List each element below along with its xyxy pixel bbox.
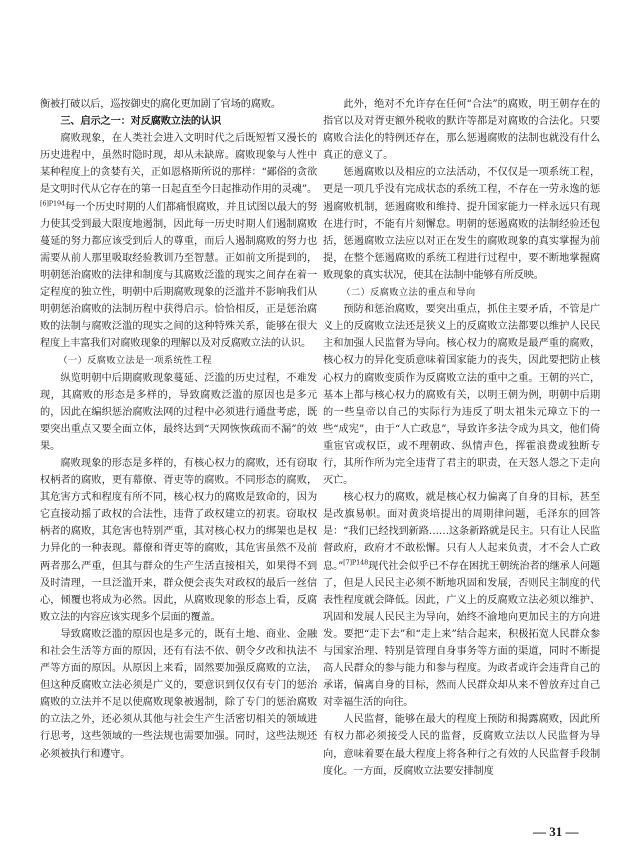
right-column (323, 96, 600, 780)
subsection-heading: （二）反腐败立法的重点和导向 (341, 287, 476, 299)
paragraph: 惩遏腐败以及相应的立法活动，不仅仅是一项系统工程，更是一项几乎没有完成状态的系统工程，不存在一劳永逸的惩遏腐败机制，惩遏腐败和维持、提升国家能力一样永远只有现在进行时，不能有片刻懈怠。明朝的惩遏腐败的法制经验还包括，惩遏腐败立法应以对正在发生的腐败现象的真实掌握为前提，在整个惩遏腐败的系统工程进行过程中，要不断地掌握腐败现象的真实状况，使其在法制中能够有所反映。 (323, 167, 600, 281)
left-column (40, 96, 317, 763)
citation-marker: [6]P194 (40, 199, 65, 208)
paragraph: 腐败现象的形态是多样的，有核心权力的腐败，还有窃取权柄者的腐败，更有幕僚、胥吏等的腐败。不同形态的腐败，其危害方式和程度有所不同，核心权力的腐败是致命的，因为它直接动摇了政权的合法性，违背了政权建立的初衷。窃取权柄者的腐败，其危害也特别严重，其对核心权力的绑架也是权力异化的一种表现。幕僚和胥吏等的腐败，其危害虽然不及前两者那么严重，但其与群众的生产生活直接相关，如果得不到及时清理，一旦泛滥开来，群众便会丧失对政权的最后一丝信心，倾覆也将成为必然。因此，从腐败现象的形态上看，反腐败立法的内容应该实现多个层面的覆盖。 (40, 457, 317, 623)
page-number: — 31 — (533, 824, 579, 839)
paragraph: 衡被打破以后，巡按御史的腐化更加剧了官场的腐败。 (40, 99, 281, 110)
section-heading: 三、启示之一：对反腐败立法的认识 (60, 115, 221, 128)
paragraph: 人民监督，能够在最大的程度上预防和揭露腐败，因此所有权力都必须接受人民的监督，反腐败立法以人民监督为导向，意味着要在最大程度上将各种行之有效的人民监督手段制度化。一方面，反腐败立法要安排制度 (323, 714, 600, 777)
citation-marker: [7]P148 (343, 558, 369, 567)
paragraph: 此外，绝对不允许存在任何“合法”的腐败，明王朝存在的指官以及对胥吏额外税收的默许等都是对腐败的合法化。只要腐败合法化的特例还存在，那么惩遏腐败的法制也就没有什么真正的意义了。 (323, 99, 600, 162)
paragraph (40, 130, 317, 352)
paragraph-text: 腐败现象，在人类社会进入文明时代之后既短暂又漫长的历史进程中，虽然时隐时现，却从未缺席。腐败现象与人性中某种程度上的贪婪有关，正如恩格斯所说的那样：“鄙俗的贪欲是文明时代从它存在的第一日起直至今日起推动作用的灵魂”。 (40, 133, 317, 196)
paragraph: 导致腐败泛滥的原因也是多元的，既有土地、商业、金融和社会生活等方面的原因，还有有法不依、朝令夕改和执法不严等方面的原因。从原因上来看，固然要加强反腐败的立法，但这种反腐败立法必须是广义的，要意识到仅仅有专门的惩治腐败的立法并不足以使腐败现象被遏制，除了专门的惩治腐败的立法之外，还必须从其他与社会生产生活密切相关的领域进行思考，这些领域的一些法规也需要加强。同时，这些法规还必须被执行和遵守。 (40, 628, 317, 760)
paragraph-text: 核心权力的腐败，就是核心权力偏离了自身的目标，甚至是改旗易帜。面对黄炎培提出的周期律问题，毛泽东的回答是：“我们已经找到新路……这条新路就是民主。只有让人民监督政府，政府才不敢松懈。只有人人起来负责，才不会人亡政息。” (323, 492, 600, 572)
paragraph: 纵览明朝中后期腐败现象蔓延、泛滥的历史过程，不难发现，其腐败的形态是多样的，导致腐败泛滥的原因也是多元的，因此在编织惩治腐败法网的过程中必须进行通盘考虑，既要突出重点又要全面立体，最终达到“天网恢恢疏而不漏”的效果。 (40, 372, 317, 452)
paragraph-text: 每一个历史时期的人们都痛恨腐败，并且试图以最大的努力使其受到最大限度地遏制，因此每一历史时期人们遏制腐败蔓延的努力都应该受到后人的尊重，而后人遏制腐败的努力也需要从前人那里吸取经验教训乃至智慧。正如前文所提到的，明朝惩治腐败的法律和制度与其腐败泛滥的现实之间存在着一定程度的独立性，明朝中后期腐败现象的泛滥并不影响我们从明朝惩治腐败的法制历程中获得启示。恰恰相反，正是惩治腐败的法制与腐败泛滥的现实之间的这种特殊关系，能够在很大程度上丰富我们对腐败现象的理解以及对反腐败立法的认识。 (40, 201, 317, 350)
paragraph: 预防和惩治腐败，要突出重点，抓住主要矛盾，不管是广义上的反腐败立法还是狭义上的反腐败立法都要以维护人民民主和加强人民监督为导向。核心权力的腐败是最严重的腐败，核心权力的异化变质意味着国家能力的丧失，因此要把防止核心权力的腐败变质作为反腐败立法的重中之重。王朝的兴亡，基本上都与核心权力的腐败有关，以明王朝为例，明朝中后期的一些皇帝以自己的实际行为违反了明太祖朱元璋立下的一些“成宪”，由于“人亡政息”，导致许多法令成为具文，他们倚重宦官或权臣，或不理朝政、纵情声色，挥霍浪费或独断专行，其所作所为完全违背了君主的职责，在天怒人怨之下走向灭亡。 (323, 304, 600, 487)
paragraph (323, 489, 600, 711)
subsection-heading: （一）反腐败立法是一项系统性工程 (58, 355, 212, 367)
paragraph-text: 现代社会似乎已不存在困扰王朝统治者的继承人问题了，但是人民民主必须不断地巩固和发展，否则民主制度的代表性程度就会降低。因此，广义上的反腐败立法必须以维护、巩固和发展人民民主为导向，始终不渝地向更加民主的方向进发。要把“走下去”和“走上来”结合起来，积极拓宽人民群众参与国家治理、特别是管理自身事务等方面的渠道，同时不断提高人民群众的参与能力和参与程度。为政者或许会违背自己的承诺，偏离自身的目标，然而人民群众却从来不曾放弃过自己对幸福生活的向往。 (323, 560, 600, 709)
